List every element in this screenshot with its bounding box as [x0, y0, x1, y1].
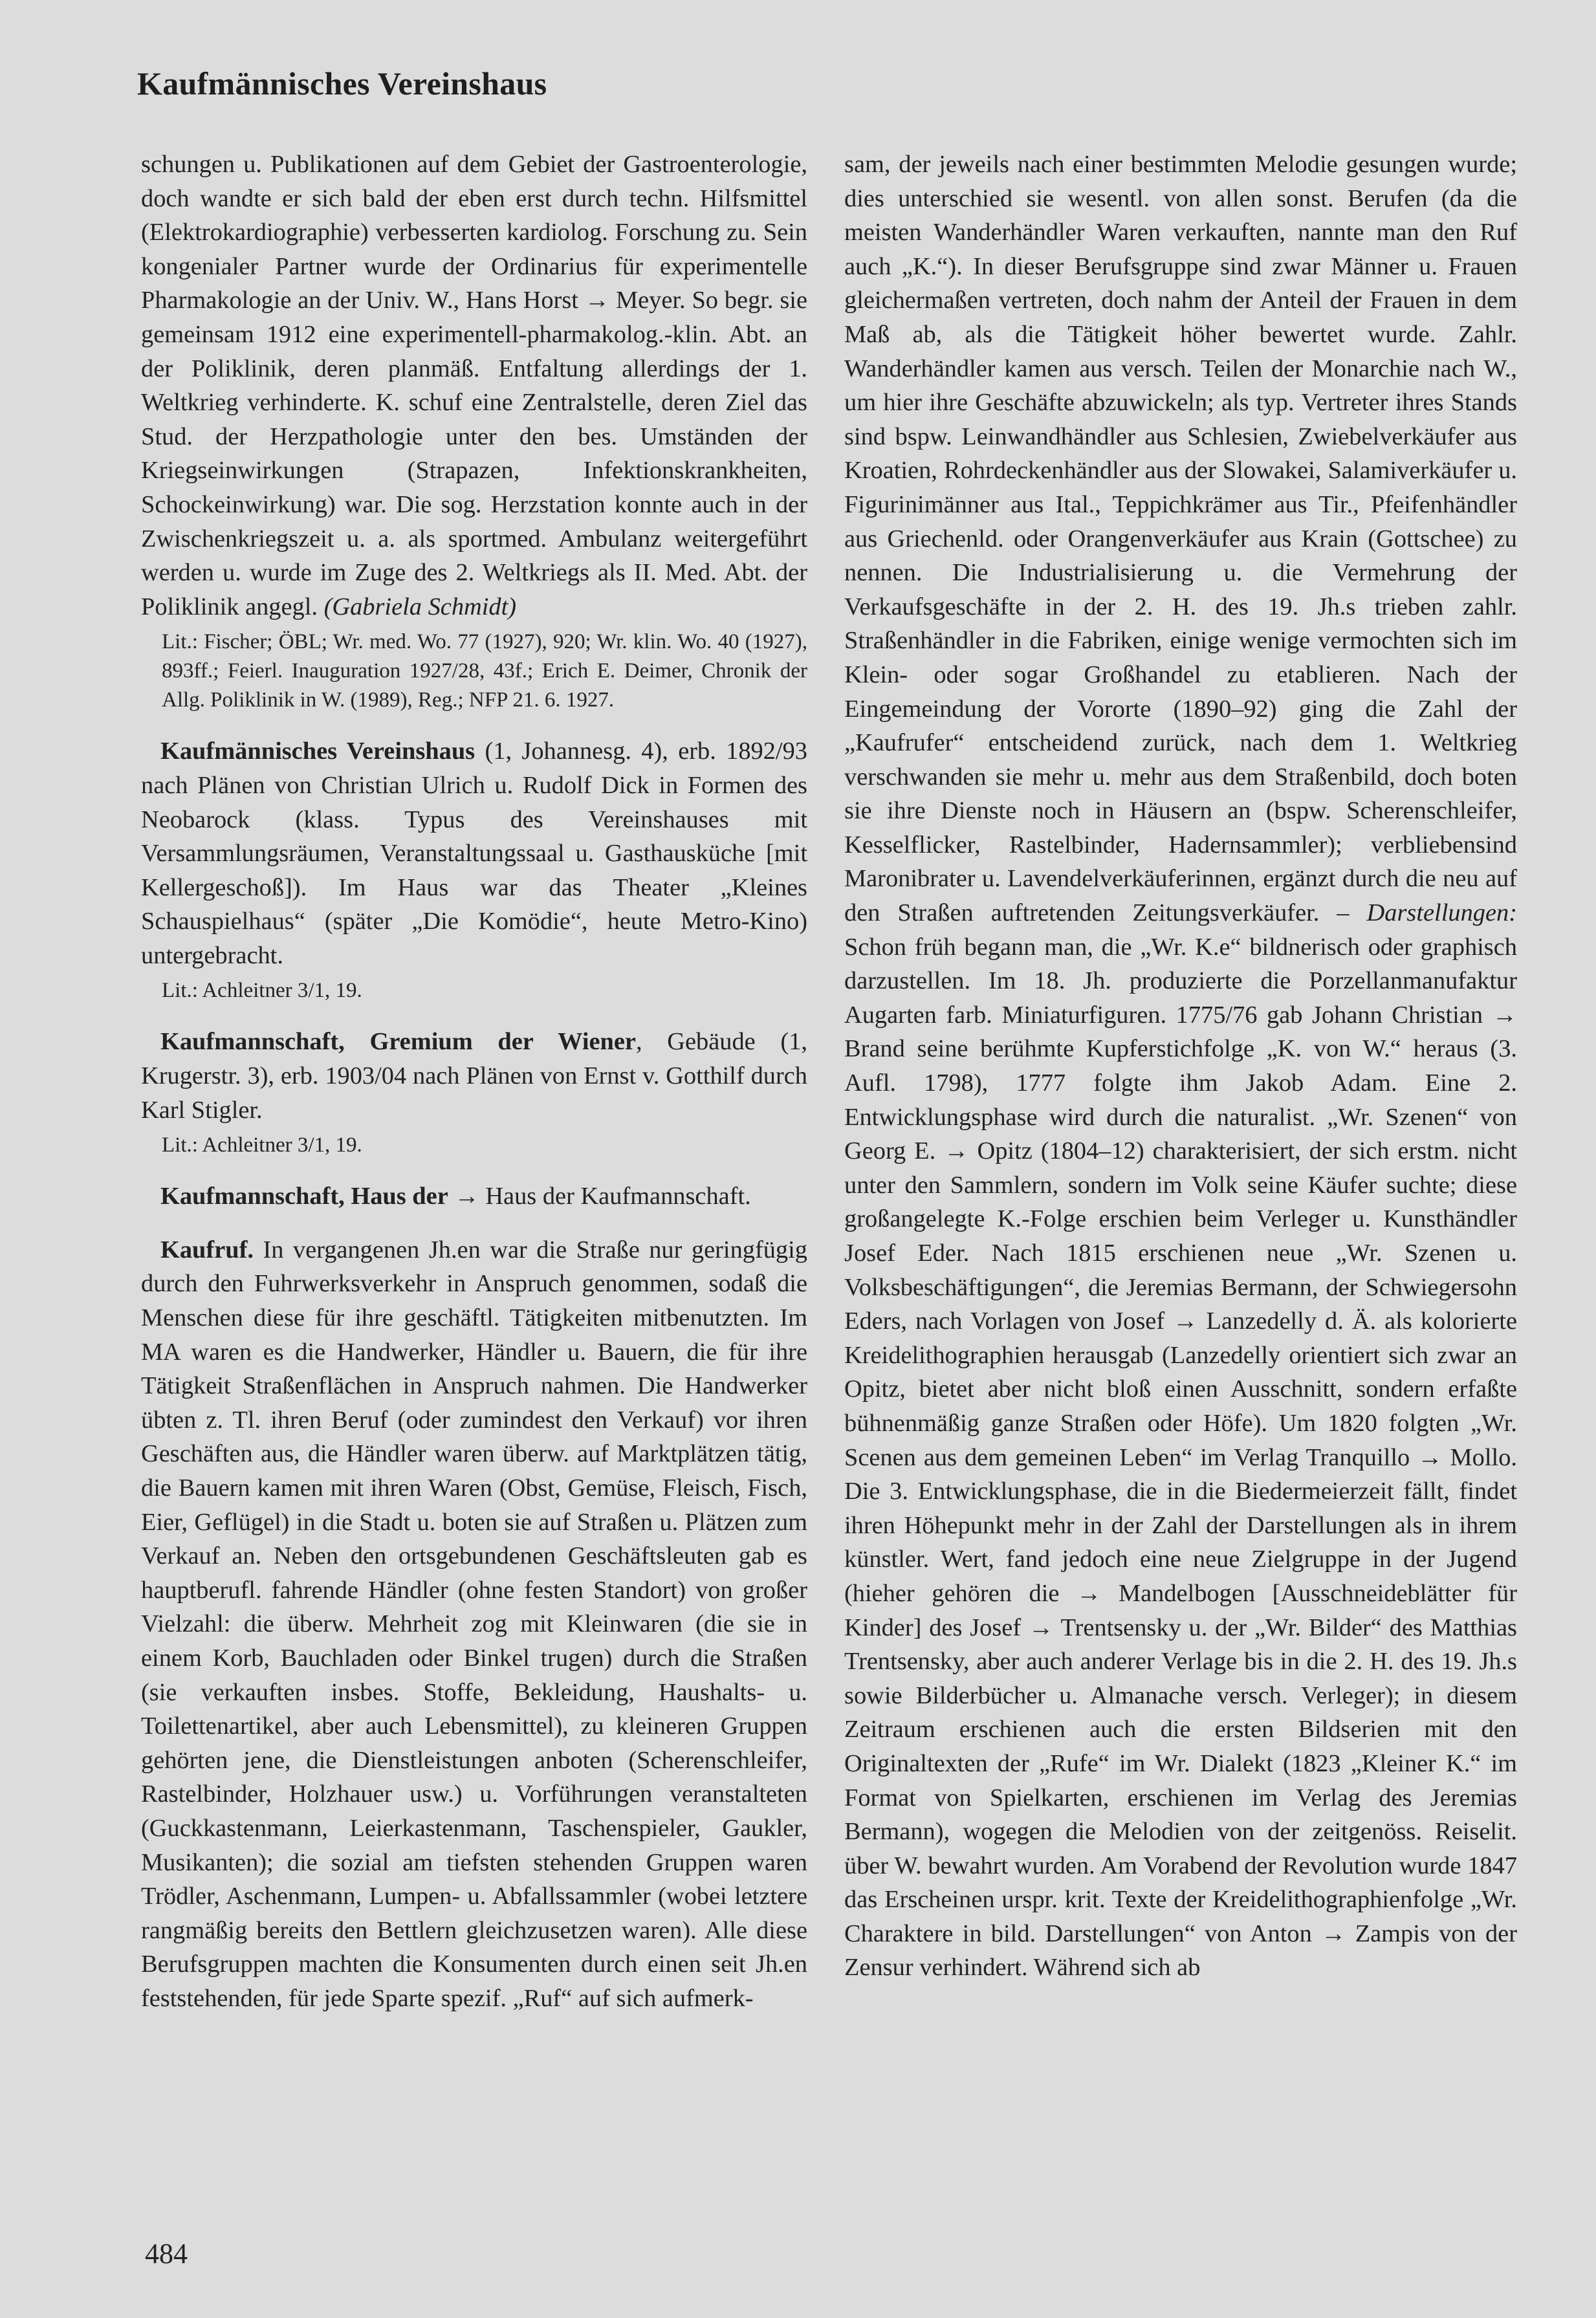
literature-reference: Lit.: Achleitner 3/1, 19. [162, 1133, 362, 1157]
literature-reference: Lit.: Fischer; ÖBL; Wr. med. Wo. 77 (1927), 920; Wr. klin. Wo. 40 (1927), 893ff.; Feierl. Inauguration 1927/28, 43f.; Erich E. Deimer, Chronik der Allg. Poliklinik in W. (1989), Reg.; NFP 21. 6. 1927. [162, 630, 807, 712]
paragraph-continuation [844, 148, 1517, 1985]
entry-kaufmaennisches-vereinshaus [141, 734, 807, 972]
section-label: Darstellungen: [1366, 899, 1517, 927]
entry-headword: Kaufmannschaft, Haus der [160, 1183, 448, 1210]
page-number: 484 [145, 2238, 188, 2269]
entry-text: In vergangenen Jh.en war die Straße nur geringfügig durch den Fuhrwerksverkehr in Anspruch genommen, sodaß die Menschen diese für ihre geschäftl. Tätigkeiten mitbenutzten. Im MA waren es die Handwerker, Händler u. Bauern, die für ihre Tätigkeit Straßenflächen in Anspruch nahmen. Die Handwerker übten z. Tl. ihren Beruf (oder zumindest den Verkauf) vor ihren Geschäften aus, die Händler waren überw. auf Marktplätzen tätig, die Bauern kamen mit ihren Waren (Obst, Gemüse, Fleisch, Fisch, Eier, Geflügel) in die Stadt u. boten sie auf Straßen u. Plätzen zum Verkauf an. Neben den ortsgebundenen Geschäftsleuten gab es hauptberufl. fahrende Händler (ohne festen Standort) von großer Vielzahl: die überw. Mehrheit zog mit Kleinwaren (die sie in einem Korb, Bauchladen oder Binkel trugen) durch die Straßen (sie verkauften insbes. Stoffe, Bekleidung, Haushalts- u. Toilettenartikel, aber auch Lebensmittel), zu kleineren Gruppen gehörten jene, die Dienstleistungen anboten (Scherenschleifer, Rastelbinder, Holzhauer usw.) u. Vorführungen veranstalteten (Guckkastenmann, Leierkastenmann, Taschenspieler, Gaukler, Musikanten); die sozial am tiefsten stehenden Gruppen waren Trödler, Aschenmann, Lumpen- u. Abfallssammler (wobei letztere rangmäßig bereits den Bettlern gleichzusetzen waren). Alle diese Berufsgruppen machten die Konsumenten durch einen seit Jh.en feststehenden, für jede Sparte spezif. „Ruf“ auf sich aufmerk- [141, 1236, 807, 2012]
running-header: Kaufmännisches Vereinshaus [137, 65, 547, 102]
entry-text: → Haus der Kaufmannschaft. [448, 1183, 751, 1210]
paragraph-text: Schon früh begann man, die „Wr. K.e“ bildnerisch oder graphisch darzustellen. Im 18. Jh. produzierte die Porzellanmanufaktur Augarten farb. Miniaturfiguren. 1775/76 gab Johann Christian → Brand seine berühmte Kupferstichfolge „K. von W.“ heraus (3. Aufl. 1798), 1777 folgte ihm Jakob Adam. Eine 2. Entwicklungsphase wird durch die naturalist. „Wr. Szenen“ von Georg E. → Opitz (1804–12) charakterisiert, der sich erstm. nicht unter den Sammlern, sondern im Volk seine Käufer suchte; diese großangelegte K.-Folge erschien beim Verleger u. Kunsthändler Josef Eder. Nach 1815 erschienen neue „Wr. Szenen u. Volksbeschäftigungen“, die Jeremias Bermann, der Schwiegersohn Eders, nach Vorlagen von Josef → Lanzedelly d. Ä. als kolorierte Kreidelithographien herausgab (Lanzedelly orientiert sich zwar an Opitz, bietet aber nicht bloß einen Ausschnitt, sondern erfaßte bühnenmäßig ganze Straßen oder Höfe). Um 1820 folgten „Wr. Scenen aus dem gemeinen Leben“ im Verlag Tranquillo → Mollo. Die 3. Entwicklungsphase, die in die Biedermeierzeit fällt, findet ihren Höhepunkt mehr in der Zahl der Darstellungen als in ihrem künstler. Wert, fand jedoch eine neue Zielgruppe in der Jugend (hieher gehören die → Mandelbogen [Ausschneideblätter für Kinder] des Josef → Trentsensky u. der „Wr. Bilder“ des Matthias Trentsensky, aber auch anderer Verlage bis in die 2. H. des 19. Jh.s sowie Bilderbücher u. Almanache versch. Verleger); in diesem Zeitraum erschienen auch die ersten Bildserien mit den Originaltexten der „Rufe“ im Wr. Dialekt (1823 „Kleiner K.“ im Format von Spielkarten, erschienen im Verlag des Jeremias Bermann), wogegen die Melodien von der zeitgenöss. Reiselit. über W. bewahrt wurden. Am Vorabend der Revolution wurde 1847 das Erscheinen urspr. krit. Texte der Kreidelithographienfolge „Wr. Charaktere in bild. Darstellungen“ von Anton → Zampis von der Zensur verhindert. Während sich ab [844, 933, 1517, 1982]
entry-headword: Kaufruf. [160, 1236, 254, 1263]
paragraph-text: sam, der jeweils nach einer bestimmten Melodie gesungen wurde; dies unterschied sie wesentl. von allen sonst. Berufen (da die meisten Wanderhändler Waren verkauften, nannte man den Ruf auch „K.“). In dieser Berufsgruppe sind zwar Männer u. Frauen gleichermaßen vertreten, doch nahm der Anteil der Frauen in dem Maß ab, als die Tätigkeit höher bewertet wurde. Zahlr. Wanderhändler kamen aus versch. Teilen der Monarchie nach W., um hier ihre Geschäfte abzuwickeln; als typ. Vertreter ihres Stands sind bspw. Leinwandhändler aus Schlesien, Zwiebelverkäufer aus Kroatien, Rohrdeckenhändler aus der Slowakei, Salamiverkäufer u. Figurinimänner aus Ital., Teppichkrämer aus Tir., Pfeifenhändler aus Griechenld. oder Orangenverkäufer aus Krain (Gottschee) zu nennen. Die Industrialisierung u. die Vermehrung der Verkaufsgeschäfte in der 2. H. des 19. Jh.s trieben zahlr. Straßenhändler in die Fabriken, einige wenige vermochten sich im Klein- oder sogar Großhandel zu etablieren. Nach der Eingemeindung der Vororte (1890–92) ging die Zahl der „Kaufrufer“ entscheidend zurück, nach dem 1. Weltkrieg verschwanden sie mehr u. mehr aus dem Straßenbild, doch boten sie ihre Dienste noch in Häusern an (bspw. Scherenschleifer, Kesselflicker, Rastelbinder, Hadernsammler); verbliebensind Maronibrater u. Lavendelverkäuferinnen, ergänzt durch die neu auf den Straßen auftretenden Zeitungsverkäufer. – [844, 151, 1517, 927]
entry-text: , Gebäude (1, Krugerstr. 3), erb. 1903/04 nach Plänen von Ernst v. Gotthilf durch Karl Stigler. [141, 1028, 807, 1124]
entry-kaufmannschaft-haus [141, 1179, 807, 1214]
author-signature: (Gabriela Schmidt) [323, 593, 517, 620]
entry-headword: Kaufmannschaft, Gremium der Wiener [160, 1028, 636, 1056]
entry-kaufruf [141, 1233, 807, 2016]
right-column [844, 148, 1517, 1985]
paragraph-text: schungen u. Publikationen auf dem Gebiet der Gastroenterologie, doch wandte er sich bald der eben erst durch techn. Hilfsmittel (Elektrokardiographie) verbesserten kardiolog. Forschung zu. Sein kongenialer Partner wurde der Ordinarius für experimentelle Pharmakologie an der Univ. W., Hans Horst → Meyer. So begr. sie gemeinsam 1912 eine experimentell-pharmakolog.-klin. Abt. an der Poliklinik, deren planmäß. Entfaltung allerdings der 1. Weltkrieg verhinderte. K. schuf eine Zentralstelle, deren Ziel das Stud. der Herzpathologie unter den bes. Umständen der Kriegseinwirkungen (Strapazen, Infektionskrankheiten, Schockeinwirkung) war. Die sog. Herzstation konnte auch in der Zwischenkriegszeit u. a. als sportmed. Ambulanz weitergeführt werden u. wurde im Zuge des 2. Weltkriegs als II. Med. Abt. der Poliklinik angegl. [141, 151, 807, 620]
paragraph-continuation [141, 148, 807, 624]
entry-kaufmannschaft-gremium [141, 1025, 807, 1127]
entry-text: (1, Johannesg. 4), erb. 1892/93 nach Plänen von Christian Ulrich u. Rudolf Dick in Formen des Neobarock (klass. Typus des Vereinshauses mit Versammlungsräumen, Veranstaltungssaal u. Gasthausküche [mit Kellergeschoß]). Im Haus war das Theater „Kleines Schauspielhaus“ (später „Die Komödie“, heute Metro-Kino) untergebracht. [141, 738, 807, 969]
literature-reference: Lit.: Achleitner 3/1, 19. [162, 979, 362, 1003]
left-column [141, 148, 807, 2016]
entry-headword: Kaufmännisches Vereinshaus [160, 738, 476, 765]
